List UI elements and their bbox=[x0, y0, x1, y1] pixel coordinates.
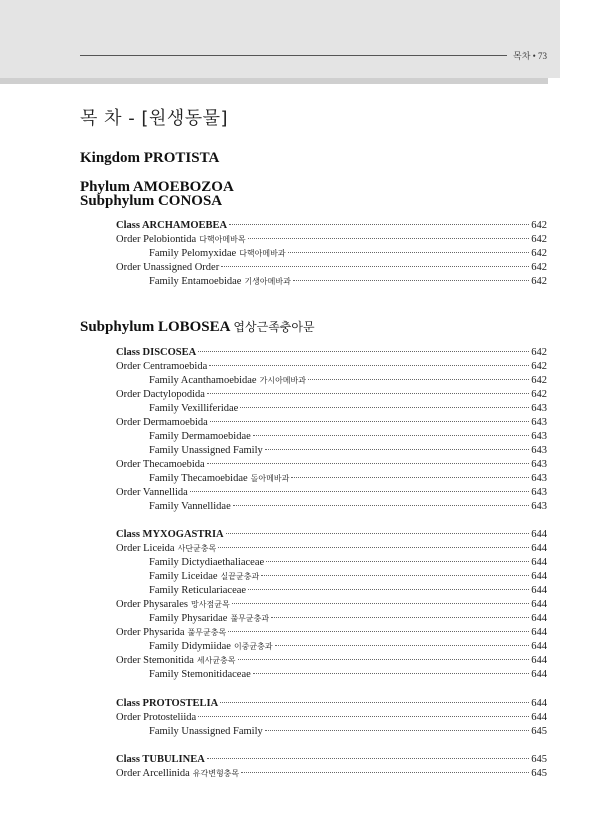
subphylum-lobosea-latin: Subphylum LOBOSEA bbox=[80, 319, 230, 335]
toc-entry-page: 642 bbox=[531, 361, 547, 372]
toc-entry-label: Order Pelobiontida bbox=[116, 234, 197, 245]
toc-order-entry bbox=[116, 654, 547, 668]
toc-entry-page: 642 bbox=[531, 276, 547, 287]
header-band bbox=[0, 0, 560, 78]
dot-leader bbox=[248, 238, 530, 239]
dot-leader bbox=[233, 505, 530, 506]
toc-entry-page: 644 bbox=[531, 571, 547, 582]
subphylum-lobosea-title bbox=[80, 320, 315, 335]
dot-leader bbox=[248, 589, 529, 590]
toc-order-entry bbox=[116, 598, 547, 612]
toc-entry-label: Family Pelomyxidae bbox=[149, 248, 237, 259]
toc-entry-page: 645 bbox=[531, 754, 547, 765]
toc-entry-korean: 망사점균목 bbox=[191, 600, 230, 609]
toc-order-entry bbox=[116, 458, 547, 472]
toc-entry-page: 645 bbox=[531, 768, 547, 779]
toc-entry-page: 644 bbox=[531, 698, 547, 709]
dot-leader bbox=[207, 393, 529, 394]
dot-leader bbox=[271, 617, 529, 618]
toc-entry-label: Order Unassigned Order bbox=[116, 262, 220, 273]
toc-entry-page: 644 bbox=[531, 557, 547, 568]
toc-entry-label: Family Vexilliferidae bbox=[149, 403, 239, 414]
dot-leader bbox=[253, 673, 529, 674]
dot-leader bbox=[207, 463, 530, 464]
toc-heading: 목 차 - [원생동물] bbox=[80, 108, 229, 129]
toc-entry-label: Family Dermamoebidae bbox=[149, 431, 251, 442]
toc-entry-korean: 돌아메바과 bbox=[250, 474, 290, 483]
toc-class-entry bbox=[116, 219, 547, 233]
dot-leader bbox=[261, 575, 529, 576]
toc-order-entry bbox=[116, 711, 547, 725]
toc-entry-page: 642 bbox=[531, 347, 547, 358]
dot-leader bbox=[198, 716, 529, 717]
toc-entry-page: 644 bbox=[531, 543, 547, 554]
dot-leader bbox=[266, 561, 529, 562]
lobosea-group-myxogastria bbox=[116, 528, 547, 682]
dot-leader bbox=[265, 730, 530, 731]
dot-leader bbox=[207, 758, 529, 759]
dot-leader bbox=[218, 547, 529, 548]
toc-entry-korean: 유각변형충목 bbox=[192, 769, 240, 778]
toc-order-entry bbox=[116, 416, 547, 430]
toc-entry-label: Order Protosteliida bbox=[116, 712, 197, 723]
toc-entry-page: 643 bbox=[531, 501, 547, 512]
toc-entry-page: 642 bbox=[531, 262, 547, 273]
toc-entry-page: 642 bbox=[531, 248, 547, 259]
dot-leader bbox=[209, 365, 529, 366]
header-rule bbox=[80, 55, 507, 56]
toc-order-entry bbox=[116, 233, 547, 247]
toc-entry-label: Order Stemonitida bbox=[116, 655, 194, 666]
dot-leader bbox=[229, 224, 529, 225]
toc-entry-page: 645 bbox=[531, 726, 547, 737]
toc-class-entry bbox=[116, 753, 547, 767]
toc-family-entry bbox=[116, 668, 547, 682]
toc-entry-page: 644 bbox=[531, 655, 547, 666]
toc-family-entry bbox=[116, 612, 547, 626]
dot-leader bbox=[253, 435, 529, 436]
toc-entry-label: Family Vannellidae bbox=[149, 501, 231, 512]
dot-leader bbox=[221, 266, 529, 267]
running-head: 목차 • 73 bbox=[513, 51, 548, 61]
toc-order-entry bbox=[116, 388, 547, 402]
dot-leader bbox=[275, 645, 530, 646]
toc-family-entry bbox=[116, 402, 547, 416]
toc-entry-label: Order Liceida bbox=[116, 543, 175, 554]
toc-entry-label: Family Unassigned Family bbox=[149, 445, 263, 456]
dot-leader bbox=[190, 491, 529, 492]
toc-entry-page: 642 bbox=[531, 375, 547, 386]
subphylum-conosa-title: Subphylum CONOSA bbox=[80, 193, 223, 209]
dot-leader bbox=[228, 631, 529, 632]
toc-family-entry bbox=[116, 444, 547, 458]
toc-entry-label: Order Dactylopodida bbox=[116, 389, 205, 400]
toc-entry-page: 642 bbox=[531, 234, 547, 245]
dot-leader bbox=[308, 379, 529, 380]
dot-leader bbox=[210, 421, 529, 422]
toc-class-entry bbox=[116, 528, 547, 542]
toc-entry-korean: 가시아메바과 bbox=[259, 376, 306, 385]
toc-entry-label: Family Acanthamoebidae bbox=[149, 375, 257, 386]
dot-leader bbox=[288, 252, 530, 253]
toc-family-entry bbox=[116, 584, 547, 598]
toc-entry-label: Class ARCHAMOEBEA bbox=[116, 220, 228, 231]
lobosea-group-discosea bbox=[116, 346, 547, 514]
toc-entry-page: 644 bbox=[531, 613, 547, 624]
dot-leader bbox=[238, 659, 530, 660]
toc-entry-label: Family Dictydiaethaliaceae bbox=[149, 557, 265, 568]
toc-entry-label: Family Entamoebidae bbox=[149, 276, 242, 287]
toc-entry-label: Family Thecamoebidae bbox=[149, 473, 248, 484]
toc-order-entry bbox=[116, 486, 547, 500]
toc-family-entry bbox=[116, 570, 547, 584]
toc-class-entry bbox=[116, 697, 547, 711]
toc-entry-page: 643 bbox=[531, 473, 547, 484]
toc-entry-label: Family Unassigned Family bbox=[149, 726, 263, 737]
toc-entry-label: Family Reticulariaceae bbox=[149, 585, 247, 596]
toc-entry-page: 643 bbox=[531, 459, 547, 470]
toc-entry-korean: 풀무균충목 bbox=[187, 628, 227, 637]
toc-entry-label: Family Stemonitidaceae bbox=[149, 669, 251, 680]
toc-entry-page: 644 bbox=[531, 585, 547, 596]
header-shadow bbox=[0, 78, 548, 84]
toc-entry-korean: 사단균충목 bbox=[177, 544, 217, 553]
toc-entry-label: Order Thecamoebida bbox=[116, 459, 205, 470]
toc-entry-label: Order Dermamoebida bbox=[116, 417, 208, 428]
toc-entry-page: 644 bbox=[531, 529, 547, 540]
toc-entry-page: 644 bbox=[531, 627, 547, 638]
toc-entry-label: Class PROTOSTELIA bbox=[116, 698, 219, 709]
toc-entry-page: 644 bbox=[531, 641, 547, 652]
toc-entry-label: Order Arcellinida bbox=[116, 768, 190, 779]
dot-leader bbox=[265, 449, 530, 450]
toc-family-entry bbox=[116, 430, 547, 444]
toc-entry-page: 643 bbox=[531, 403, 547, 414]
toc-family-entry bbox=[116, 472, 547, 486]
lobosea-group-tubulinea bbox=[116, 753, 547, 781]
toc-entry-label: Family Physaridae bbox=[149, 613, 228, 624]
toc-entry-korean: 다핵아메바과 bbox=[239, 249, 286, 258]
dot-leader bbox=[240, 407, 529, 408]
toc-entry-korean: 다핵아메바목 bbox=[199, 235, 246, 244]
toc-entry-korean: 이중균충과 bbox=[233, 642, 273, 651]
toc-order-entry bbox=[116, 767, 547, 781]
toc-entry-page: 643 bbox=[531, 445, 547, 456]
dot-leader bbox=[241, 772, 529, 773]
toc-entry-korean: 풀무균충과 bbox=[230, 614, 270, 623]
toc-entry-label: Family Didymiidae bbox=[149, 641, 231, 652]
toc-entry-label: Class DISCOSEA bbox=[116, 347, 197, 358]
toc-entry-page: 642 bbox=[531, 389, 547, 400]
toc-entry-page: 642 bbox=[531, 220, 547, 231]
toc-family-entry bbox=[116, 725, 547, 739]
toc-class-entry bbox=[116, 346, 547, 360]
toc-entry-label: Class TUBULINEA bbox=[116, 754, 205, 765]
dot-leader bbox=[291, 477, 529, 478]
phylum-title: Phylum AMOEBOZOA bbox=[80, 179, 234, 195]
toc-entry-korean: 실끝균충과 bbox=[220, 572, 260, 581]
toc-entry-korean: 기생아메바과 bbox=[244, 277, 291, 286]
toc-entry-label: Class MYXOGASTRIA bbox=[116, 529, 224, 540]
dot-leader bbox=[226, 533, 530, 534]
toc-entry-page: 643 bbox=[531, 417, 547, 428]
toc-order-entry bbox=[116, 542, 547, 556]
kingdom-title: Kingdom PROTISTA bbox=[80, 150, 220, 166]
toc-order-entry bbox=[116, 360, 547, 374]
toc-family-entry bbox=[116, 556, 547, 570]
toc-entry-korean: 세사균충목 bbox=[196, 656, 236, 665]
lobosea-group-protostelia bbox=[116, 697, 547, 739]
toc-family-entry bbox=[116, 640, 547, 654]
toc-order-entry bbox=[116, 261, 547, 275]
toc-family-entry bbox=[116, 500, 547, 514]
toc-entry-label: Order Centramoebida bbox=[116, 361, 208, 372]
dot-leader bbox=[198, 351, 529, 352]
toc-family-entry bbox=[116, 247, 547, 261]
dot-leader bbox=[293, 280, 529, 281]
conosa-entries bbox=[116, 219, 547, 289]
toc-entry-page: 644 bbox=[531, 599, 547, 610]
subphylum-lobosea-korean: 엽상근족충아문 bbox=[233, 320, 315, 334]
toc-entry-page: 644 bbox=[531, 712, 547, 723]
toc-family-entry bbox=[116, 275, 547, 289]
toc-order-entry bbox=[116, 626, 547, 640]
toc-entry-page: 644 bbox=[531, 669, 547, 680]
toc-family-entry bbox=[116, 374, 547, 388]
toc-entry-page: 643 bbox=[531, 431, 547, 442]
toc-entry-label: Order Physarida bbox=[116, 627, 185, 638]
toc-entry-label: Order Vannellida bbox=[116, 487, 188, 498]
dot-leader bbox=[220, 702, 529, 703]
dot-leader bbox=[232, 603, 530, 604]
toc-entry-page: 643 bbox=[531, 487, 547, 498]
toc-entry-label: Family Liceidae bbox=[149, 571, 218, 582]
toc-entry-label: Order Physarales bbox=[116, 599, 189, 610]
